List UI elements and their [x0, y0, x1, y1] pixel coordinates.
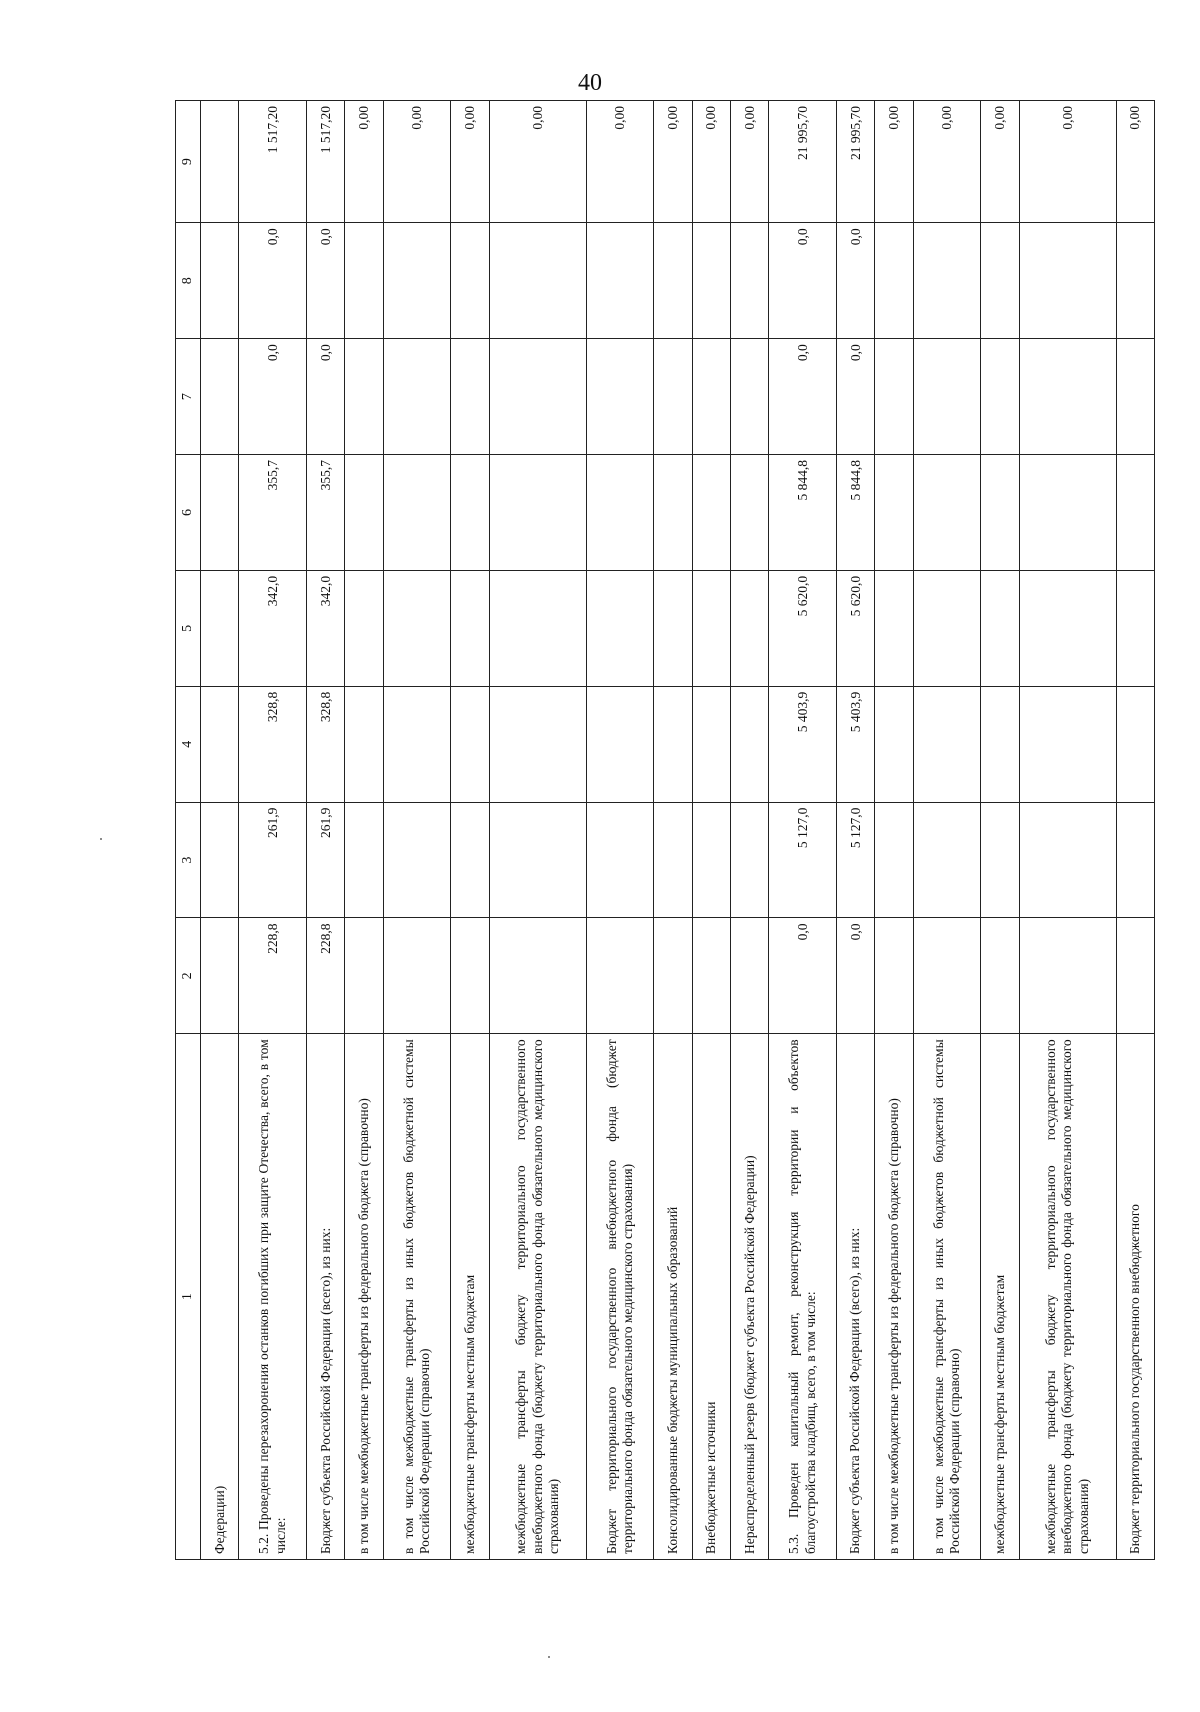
table-row: [586, 101, 654, 1560]
cell-value: [451, 223, 489, 339]
table-row: [451, 101, 489, 1560]
cell-value: [1116, 339, 1154, 455]
column-header: 7: [176, 339, 201, 455]
cell-value: [730, 455, 768, 571]
cell-value: 5 844,8: [769, 455, 837, 571]
cell-value: [1116, 570, 1154, 686]
column-header: 8: [176, 223, 201, 339]
cell-value: [345, 570, 383, 686]
table-row: [345, 101, 383, 1560]
table-row: [489, 101, 586, 1560]
cell-value: [489, 570, 586, 686]
cell-value: [383, 339, 451, 455]
row-label: Консолидированные бюджеты муниципальных образований: [654, 1034, 692, 1560]
cell-value: [1116, 223, 1154, 339]
table-row: [383, 101, 451, 1560]
cell-value: [489, 802, 586, 918]
column-header: 6: [176, 455, 201, 571]
cell-value: [201, 455, 239, 571]
row-label: 5.3. Проведен капитальный ремонт, реконструкция территории и объектов благоустройства кладбищ, всего, в том числе:: [769, 1034, 837, 1560]
table-header-row: [176, 101, 201, 1560]
cell-value: [489, 686, 586, 802]
cell-value: 0,00: [1019, 101, 1116, 223]
cell-value: [654, 223, 692, 339]
cell-value: 0,00: [913, 101, 981, 223]
row-label: Бюджет территориального государственного внебюджетного фонда (бюджет территориального фонда обязательного медицинского страхования): [586, 1034, 654, 1560]
cell-value: 0,00: [730, 101, 768, 223]
cell-value: [1116, 455, 1154, 571]
cell-value: [201, 918, 239, 1034]
cell-value: [451, 570, 489, 686]
cell-value: [1019, 223, 1116, 339]
cell-value: [875, 339, 913, 455]
cell-value: [654, 802, 692, 918]
cell-value: [586, 570, 654, 686]
cell-value: 5 127,0: [836, 802, 874, 918]
cell-value: 5 620,0: [836, 570, 874, 686]
cell-value: 0,0: [769, 223, 837, 339]
cell-value: [981, 570, 1019, 686]
cell-value: [586, 223, 654, 339]
cell-value: 0,00: [489, 101, 586, 223]
cell-value: [586, 918, 654, 1034]
cell-value: [1019, 802, 1116, 918]
cell-value: [654, 455, 692, 571]
row-label: 5.2. Проведены перезахоронения останков погибших при защите Отечества, всего, в том числе:: [239, 1034, 307, 1560]
budget-table: [175, 100, 1155, 1560]
table-row: [239, 101, 307, 1560]
cell-value: [1019, 455, 1116, 571]
cell-value: [201, 339, 239, 455]
column-header: 1: [176, 1034, 201, 1560]
row-label: межбюджетные трансферты местным бюджетам: [451, 1034, 489, 1560]
cell-value: [913, 918, 981, 1034]
scan-speck: [100, 838, 102, 840]
cell-value: [654, 686, 692, 802]
cell-value: [981, 223, 1019, 339]
cell-value: [201, 101, 239, 223]
cell-value: [489, 918, 586, 1034]
row-label: Бюджет территориального государственного внебюджетного: [1116, 1034, 1154, 1560]
cell-value: 5 403,9: [836, 686, 874, 802]
cell-value: [489, 339, 586, 455]
row-label: в том числе межбюджетные трансферты из иных бюджетов бюджетной системы Российской Федерации (справочно): [913, 1034, 981, 1560]
cell-value: [451, 339, 489, 455]
cell-value: 5 403,9: [769, 686, 837, 802]
cell-value: [730, 223, 768, 339]
cell-value: [875, 686, 913, 802]
cell-value: [692, 455, 730, 571]
table-row: [306, 101, 344, 1560]
cell-value: [345, 686, 383, 802]
cell-value: [201, 686, 239, 802]
cell-value: 342,0: [306, 570, 344, 686]
cell-value: 0,00: [383, 101, 451, 223]
cell-value: [654, 339, 692, 455]
column-header: 9: [176, 101, 201, 223]
cell-value: [692, 339, 730, 455]
cell-value: [489, 455, 586, 571]
cell-value: [654, 918, 692, 1034]
cell-value: 0,0: [239, 223, 307, 339]
cell-value: [383, 686, 451, 802]
cell-value: 0,0: [836, 339, 874, 455]
row-label: Нераспределенный резерв (бюджет субъекта Российской Федерации): [730, 1034, 768, 1560]
cell-value: 0,00: [586, 101, 654, 223]
cell-value: [383, 570, 451, 686]
cell-value: [586, 686, 654, 802]
cell-value: [730, 339, 768, 455]
cell-value: [875, 918, 913, 1034]
cell-value: 355,7: [239, 455, 307, 571]
cell-value: [913, 455, 981, 571]
cell-value: [1019, 570, 1116, 686]
cell-value: [913, 339, 981, 455]
cell-value: [586, 455, 654, 571]
cell-value: [692, 802, 730, 918]
cell-value: [692, 570, 730, 686]
cell-value: 1 517,20: [306, 101, 344, 223]
cell-value: [730, 802, 768, 918]
cell-value: 0,00: [981, 101, 1019, 223]
cell-value: [692, 223, 730, 339]
page-number: 40: [578, 70, 602, 96]
row-label: Внебюджетные источники: [692, 1034, 730, 1560]
cell-value: [875, 223, 913, 339]
cell-value: 0,0: [769, 918, 837, 1034]
cell-value: 0,0: [769, 339, 837, 455]
cell-value: [489, 223, 586, 339]
cell-value: [1019, 918, 1116, 1034]
row-label: межбюджетные трансферты местным бюджетам: [981, 1034, 1019, 1560]
cell-value: [981, 802, 1019, 918]
row-label: Бюджет субъекта Российской Федерации (всего), из них:: [836, 1034, 874, 1560]
cell-value: [692, 686, 730, 802]
cell-value: [1019, 339, 1116, 455]
table-row: [913, 101, 981, 1560]
cell-value: 0,0: [306, 223, 344, 339]
cell-value: [451, 918, 489, 1034]
table-row: [654, 101, 692, 1560]
cell-value: [875, 570, 913, 686]
column-header: 3: [176, 802, 201, 918]
cell-value: [981, 686, 1019, 802]
cell-value: 228,8: [306, 918, 344, 1034]
cell-value: 0,00: [1116, 101, 1154, 223]
cell-value: [383, 223, 451, 339]
cell-value: [383, 918, 451, 1034]
cell-value: [201, 223, 239, 339]
cell-value: [730, 570, 768, 686]
cell-value: 261,9: [239, 802, 307, 918]
cell-value: [201, 570, 239, 686]
cell-value: [1019, 686, 1116, 802]
cell-value: [654, 570, 692, 686]
cell-value: [451, 802, 489, 918]
row-label: межбюджетные трансферты бюджету территориального государственного внебюджетного фонда (бюджету территориального фонда обязательного медицинского страхования): [1019, 1034, 1116, 1560]
table-row: [730, 101, 768, 1560]
cell-value: 355,7: [306, 455, 344, 571]
cell-value: [345, 339, 383, 455]
cell-value: 21 995,70: [769, 101, 837, 223]
cell-value: [913, 686, 981, 802]
cell-value: [1116, 686, 1154, 802]
cell-value: [451, 686, 489, 802]
table-row: [692, 101, 730, 1560]
cell-value: [981, 918, 1019, 1034]
row-label: в том числе межбюджетные трансферты из федерального бюджета (справочно): [345, 1034, 383, 1560]
cell-value: 228,8: [239, 918, 307, 1034]
cell-value: [913, 570, 981, 686]
row-label: Бюджет субъекта Российской Федерации (всего), из них:: [306, 1034, 344, 1560]
table-row: [1116, 101, 1154, 1560]
cell-value: [383, 455, 451, 571]
cell-value: [201, 802, 239, 918]
cell-value: [913, 802, 981, 918]
table-row: [875, 101, 913, 1560]
cell-value: [913, 223, 981, 339]
cell-value: 0,00: [345, 101, 383, 223]
column-header: 4: [176, 686, 201, 802]
cell-value: [730, 686, 768, 802]
budget-table-rotated: [175, 100, 1155, 1560]
cell-value: [692, 918, 730, 1034]
cell-value: 21 995,70: [836, 101, 874, 223]
cell-value: 0,00: [654, 101, 692, 223]
cell-value: 342,0: [239, 570, 307, 686]
cell-value: 5 844,8: [836, 455, 874, 571]
table-body: [201, 101, 1155, 1560]
cell-value: [451, 455, 489, 571]
cell-value: 5 620,0: [769, 570, 837, 686]
cell-value: [1116, 918, 1154, 1034]
cell-value: [345, 802, 383, 918]
column-header: 5: [176, 570, 201, 686]
cell-value: [383, 802, 451, 918]
cell-value: 0,00: [451, 101, 489, 223]
cell-value: 0,0: [836, 918, 874, 1034]
row-label: в том числе межбюджетные трансферты из иных бюджетов бюджетной системы Российской Федерации (справочно): [383, 1034, 451, 1560]
cell-value: 5 127,0: [769, 802, 837, 918]
table-row: [836, 101, 874, 1560]
cell-value: [345, 918, 383, 1034]
cell-value: [586, 339, 654, 455]
cell-value: [345, 455, 383, 571]
cell-value: 0,00: [692, 101, 730, 223]
cell-value: 328,8: [306, 686, 344, 802]
cell-value: 0,00: [875, 101, 913, 223]
scan-speck: [548, 1656, 550, 1658]
table-row: [201, 101, 239, 1560]
cell-value: [586, 802, 654, 918]
table-row: [1019, 101, 1116, 1560]
cell-value: [875, 802, 913, 918]
cell-value: 1 517,20: [239, 101, 307, 223]
cell-value: [345, 223, 383, 339]
cell-value: 261,9: [306, 802, 344, 918]
row-label: в том числе межбюджетные трансферты из федерального бюджета (справочно): [875, 1034, 913, 1560]
cell-value: [875, 455, 913, 571]
cell-value: [981, 339, 1019, 455]
cell-value: [1116, 802, 1154, 918]
cell-value: 0,0: [239, 339, 307, 455]
table-row: [981, 101, 1019, 1560]
cell-value: 328,8: [239, 686, 307, 802]
cell-value: [981, 455, 1019, 571]
cell-value: [730, 918, 768, 1034]
row-label: Федерации): [201, 1034, 239, 1560]
column-header: 2: [176, 918, 201, 1034]
table-row: [769, 101, 837, 1560]
cell-value: 0,0: [306, 339, 344, 455]
cell-value: 0,0: [836, 223, 874, 339]
row-label: межбюджетные трансферты бюджету территориального государственного внебюджетного фонда (бюджету территориального фонда обязательного медицинского страхования): [489, 1034, 586, 1560]
